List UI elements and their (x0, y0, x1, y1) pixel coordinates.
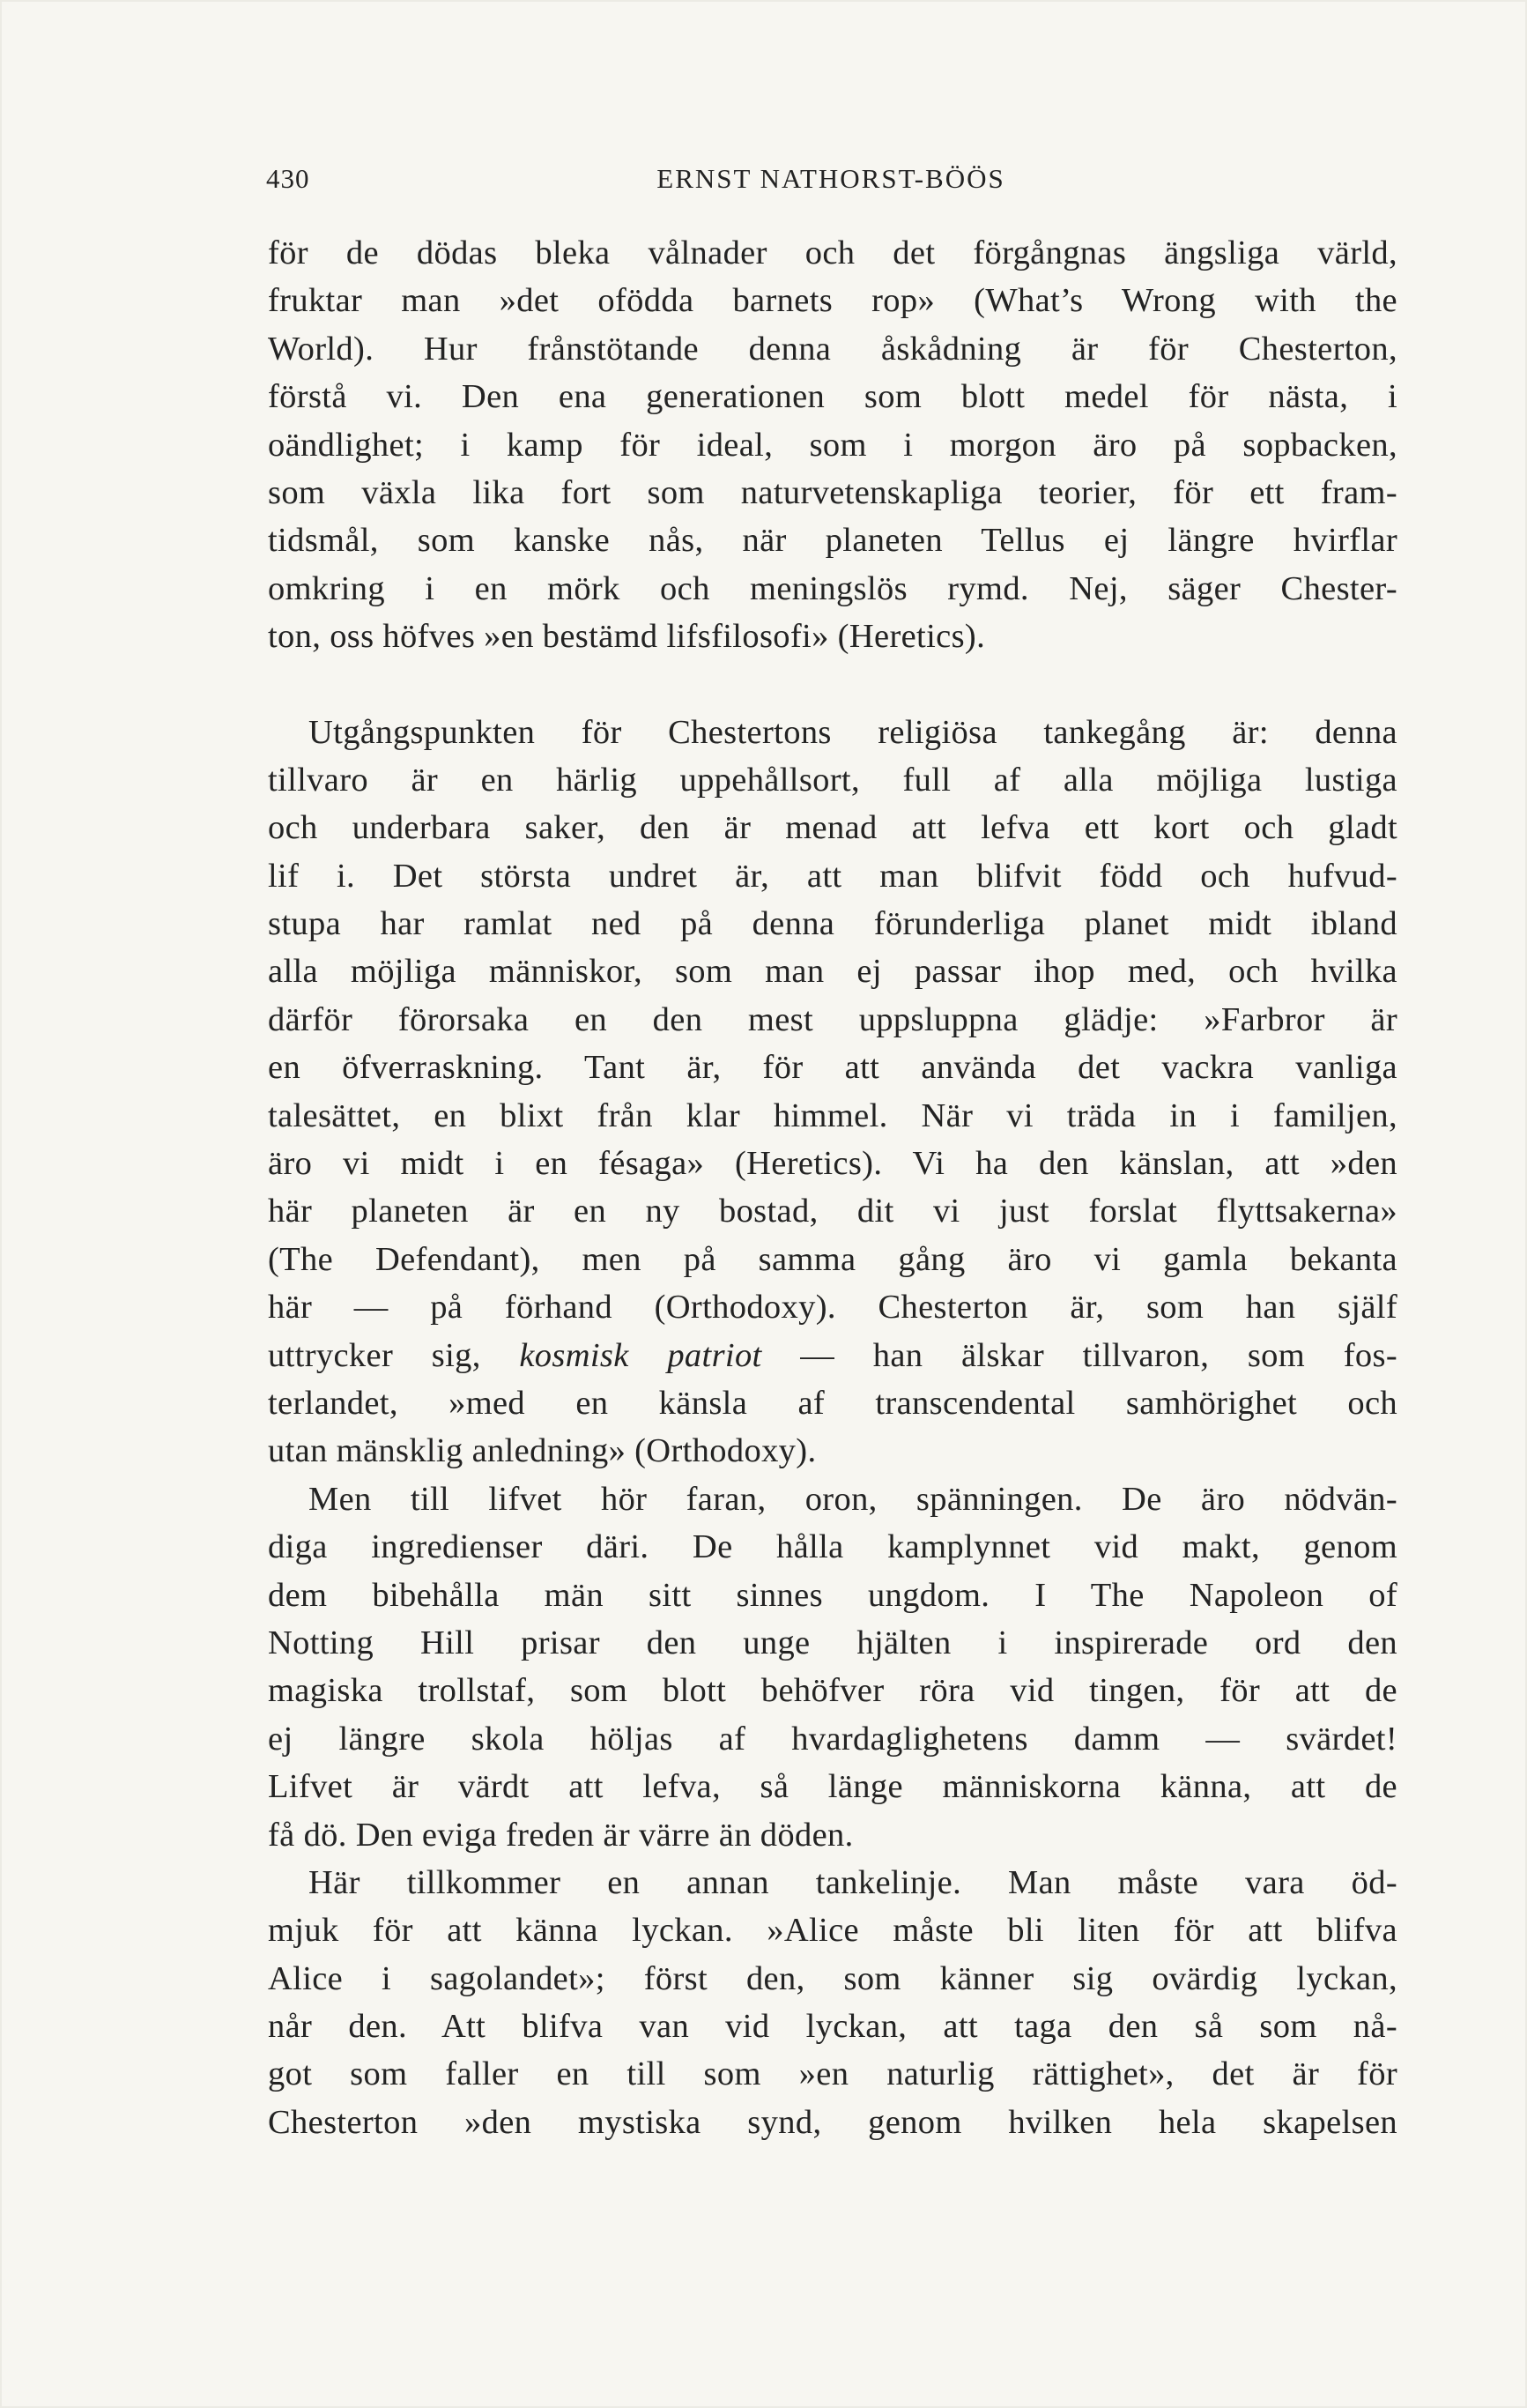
text-line: ej längre skola höljas af hvardaglighetens damm — svärdet! (268, 1720, 1397, 1758)
text-line: Lifvet är värdt att lefva, så länge människorna känna, att de (268, 1768, 1397, 1806)
text-line: alla möjliga människor, som man ej passar ihop med, och hvilka (268, 953, 1397, 991)
text-line: talesättet, en blixt från klar himmel. När vi träda in i familjen, (268, 1096, 1397, 1134)
text-line: en öfverraskning. Tant är, för att använda det vackra vanliga (268, 1049, 1397, 1087)
body-text (268, 229, 1397, 2146)
text-line: Utgångspunkten för Chestertons religiösa tankegång är: denna (308, 713, 1397, 751)
text-line: Notting Hill prisar den unge hjälten i inspirerade ord den (268, 1624, 1397, 1661)
text-line (268, 1332, 1397, 1379)
section-break (268, 661, 1397, 709)
text-line: därför förorsaka en den mest uppsluppna glädje: »Farbror är (268, 1000, 1397, 1038)
paragraph (268, 229, 1397, 661)
text-line: tillvaro är en härlig uppehållsort, full af alla möjliga lustiga (268, 761, 1397, 799)
text-line: äro vi midt i en fésaga» (Heretics). Vi ha den känslan, att »den (268, 1145, 1397, 1183)
text-line: för de dödas bleka vålnader och det förgångnas ängsliga värld, (268, 234, 1397, 271)
text-line: dem bibehålla män sitt sinnes ungdom. I The Napoleon of (268, 1576, 1397, 1614)
text-line: stupa har ramlat ned på denna förunderliga planet midt ibland (268, 905, 1397, 943)
text-line: oändlighet; i kamp för ideal, som i morgon äro på sopbacken, (268, 426, 1397, 464)
text-line: tidsmål, som kanske nås, när planeten Tellus ej längre hvirflar (268, 522, 1397, 560)
paragraph (268, 1475, 1397, 1859)
text-line: World). Hur frånstötande denna åskådning är för Chesterton, (268, 330, 1397, 368)
emphasis-text: kosmisk patriot (519, 1336, 762, 1374)
text-line: här planeten är en ny bostad, dit vi just forslat flyttsakerna» (268, 1193, 1397, 1230)
text-segment: — han älskar tillvaron, som fos- (761, 1336, 1397, 1374)
text-line: fruktar man »det ofödda barnets rop» (What’s Wrong with the (268, 282, 1397, 320)
text-line: och underbara saker, den är menad att lefva ett kort och gladt (268, 809, 1397, 847)
text-line: förstå vi. Den ena generationen som blott medel för nästa, i (268, 378, 1397, 416)
text-segment: uttrycker sig, (268, 1336, 520, 1374)
paragraph (268, 1859, 1397, 2146)
text-line: mjuk för att känna lyckan. »Alice måste bli liten för att blifva (268, 1912, 1397, 1950)
text-line: få dö. Den eviga freden är värre än döden. (268, 1816, 854, 1854)
text-line: lif i. Det största undret är, att man blifvit född och hufvud- (268, 857, 1397, 895)
text-line: som växla lika fort som naturvetenskapliga teorier, för ett fram- (268, 473, 1397, 511)
text-line: magiska trollstaf, som blott behöfver röra vid tingen, för att de (268, 1672, 1397, 1710)
text-line: Men till lifvet hör faran, oron, spänningen. De äro nödvän- (308, 1480, 1397, 1518)
text-line: diga ingredienser däri. De hålla kamplynnet vid makt, genom (268, 1528, 1397, 1566)
text-line: Här tillkommer en annan tankelinje. Man måste vara öd- (308, 1863, 1397, 1901)
text-line: Alice i sagolandet»; först den, som känner sig ovärdig lyckan, (268, 1959, 1397, 1997)
text-line: got som faller en till som »en naturlig rättighet», det är för (268, 2055, 1397, 2093)
text-line: Chesterton »den mystiska synd, genom hvilken hela skapelsen (268, 2103, 1397, 2141)
running-head-title: ERNST NATHORST-BÖÖS (656, 163, 1005, 194)
text-line: når den. Att blifva van vid lyckan, att taga den så som nå- (268, 2008, 1397, 2046)
paragraph (268, 709, 1397, 1475)
page-number: 430 (266, 163, 310, 194)
text-line: terlandet, »med en känsla af transcendental samhörighet och (268, 1384, 1397, 1422)
text-line: ton, oss höfves »en bestämd lifsfilosofi» (Heretics). (268, 618, 986, 656)
running-head (266, 163, 1396, 207)
text-line: här — på förhand (Orthodoxy). Chesterton är, som han själf (268, 1289, 1397, 1327)
text-line: omkring i en mörk och meningslös rymd. Nej, säger Chester- (268, 569, 1397, 607)
text-line: (The Defendant), men på samma gång äro vi gamla bekanta (268, 1240, 1397, 1278)
text-line: utan mänsklig anledning» (Orthodoxy). (268, 1432, 817, 1470)
